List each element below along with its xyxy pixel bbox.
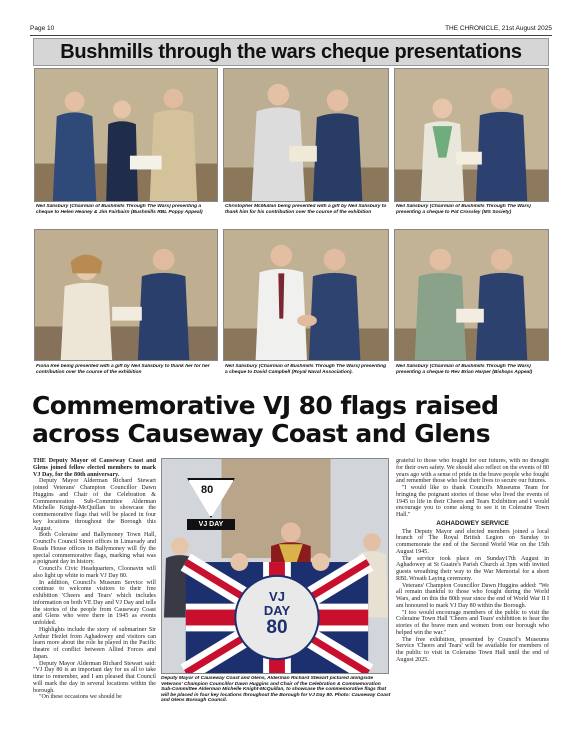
- photo-caption: Fiona Kee being presented with a gift by Neil Salisbury to thank her for her contribution over the course of the exhibition: [36, 364, 210, 375]
- photo-caption: Neil Salisbury (Chairman of Bushmills Through The Wars) presenting a cheque to Helen Heaney & Jim Fairbairn (Bushmills RBL Poppy Appeal): [36, 204, 203, 215]
- article-column-3: [396, 458, 549, 710]
- photo-cheque-royal-naval-association: [223, 229, 389, 361]
- paragraph: "I too would encourage members of the public to visit the Coleraine Town Hall 'Cheers and Tears' exhibition to hear the stories of the brave men and women from our borough who helped win the war.": [396, 609, 549, 636]
- subheading: AGHADOWEY SERVICE: [436, 519, 509, 527]
- vj-logo-label: VJ DAY: [187, 519, 235, 530]
- paragraph: The Deputy Mayor and elected members joined a local branch of The Royal British Legion on Sunday to commemorate the end of the Second World War on the 15th August 1945.: [396, 528, 549, 555]
- flag-text-80: 80: [266, 617, 288, 638]
- paragraph: Veterans' Champion Councillor Dawn Huggins added: "We all remain thankful to those who fought during the World Wars, and on this the 80th year since the end of World War II I am honoured to mark VJ Day 80 within the Borough.: [396, 582, 549, 609]
- paragraph: "On these occasions we should be: [39, 694, 122, 701]
- photo-cheque-poppy-appeal: [34, 68, 218, 202]
- paragraph: The free exhibition, presented by Council's Museums Service 'Cheers and Tears' will be available for members of the public to visit in Coleraine Town Hall until the end of August 2025.: [396, 636, 549, 663]
- paragraph: Highlights include the story of submariner Sir Arthur Hezlet from Aghadowey and visitors can learn more about the role he played in the Pacific theatre of conflict between Allied Forces and Japan.: [33, 626, 156, 660]
- vj-photo-caption: Deputy Mayor of Causeway Coast and Glens, Alderman Richard Stewart pictured alongside Veterans' Champion Councillor Dawn Huggins and Chair of the Celebration & Commemoration Sub-Committee Alderman Michelle Knight-McQuillan, to showcase the commemorative flags that will be placed in four key locations throughout the Borough for VJ Day 80. Photo: Causeway Coast and Glens Borough Council.: [161, 676, 391, 704]
- photo-caption: Neil Salisbury (Chairman of Bushmills Through The Wars) presenting a cheque to Rev Brian Harper (Bishops Appeal): [396, 364, 533, 375]
- page-folio: [30, 24, 552, 36]
- photo-caption: Neil Salisbury (Chairman of Bushmills Through The Wars) presenting a cheque to Pat Crossley (MS Society): [396, 204, 531, 215]
- photo-gift-fiona-kee: [34, 229, 218, 361]
- article-column-1: [33, 458, 156, 710]
- page-number: Page 10: [30, 25, 55, 32]
- flag-centre-text: [248, 590, 306, 637]
- article-headline: [32, 392, 552, 450]
- photo-cheque-bishops-appeal: [394, 229, 549, 361]
- paragraph: Both Coleraine and Ballymoney Town Hall, Council's Council Street offices in Limavady and Roads House offices in Ballymoney will fly the special commemorative flags, marking what was a poignant day in history.: [33, 532, 156, 566]
- vj-day-logo: [187, 478, 235, 532]
- paper-dateline: THE CHRONICLE, 21st August 2025: [445, 25, 552, 32]
- flag-text-day: DAY: [263, 603, 291, 618]
- photo-gift-mcmullan: [223, 68, 389, 202]
- photo-caption: Christopher McMullan being presented with a gift by Neil Salisbury to thank him for his contribution over the course of the exhibition: [225, 204, 387, 215]
- paragraph: Deputy Mayor Alderman Richard Stewart said: "VJ Day 80 is an important day for us all to take time to remember, and I am pleased that Council will mark the day in several locations within the borough.: [33, 660, 156, 694]
- headline-line-1: Commemorative VJ 80 flags raised: [32, 391, 499, 420]
- paragraph: Council's Civic Headquarters, Cloonavin will also light up white to mark VJ Day 80.: [33, 566, 156, 579]
- paragraph: grateful to those who fought for our futures, with no thought for their own safety. We should also reflect on the events of 80 years ago with a sense of pride in the brave people who fought and remember those who lost their lives to secure our futures.: [396, 458, 549, 485]
- section-banner: [33, 38, 549, 66]
- photo-caption: Neil Salisbury (Chairman of Bushmills Through The Wars) presenting a cheque to David Campbell (Royal Naval Association).: [225, 364, 387, 375]
- headline-line-2: across Causeway Coast and Glens: [32, 419, 491, 448]
- paragraph: "I would like to thank Council's Museums Team for bringing the poignant stories of those who lived the events of 1945 to life in their Cheers and Tears Exhibition and I would encourage you to come along to see it in Coleraine Town Hall.": [396, 485, 549, 518]
- paragraph: Deputy Mayor Alderman Richard Stewart joined Veterans' Champion Councillor Dawn Huggins and Chair of the Celebration & Commemoration Sub-Committee Alderman Michelle Knight-McQuillan to showcase the commemorative flags that will be placed in four key locations throughout the Borough this August.: [33, 478, 156, 532]
- article-lead: THE Deputy Mayor of Causeway Coast and Glens joined fellow elected members to mark VJ Day, for the 80th anniversary.: [33, 458, 156, 478]
- paragraph: In addition, Council's Museum Service will continue to welcome visitors to their free exhibition 'Cheers and Tears' which includes information on both VE Day and VJ Day and tells the stories of the people from Causeway Coast and Glens who were there in 1945 as events unfolded.: [33, 579, 156, 626]
- flag-text-vj: VJ: [269, 589, 285, 604]
- photo-cheque-ms-society: [394, 68, 549, 202]
- banner-title: Bushmills through the wars cheque presentations: [60, 40, 522, 63]
- vj-logo-number: 80: [201, 484, 214, 496]
- paragraph: The service took place on Sunday17th August in Aghadowey at St Guaire's Parish Church at 3pm with invited guests wreathing their way to the War Memorial for a short RBL Wreath Laying ceremony.: [396, 555, 549, 582]
